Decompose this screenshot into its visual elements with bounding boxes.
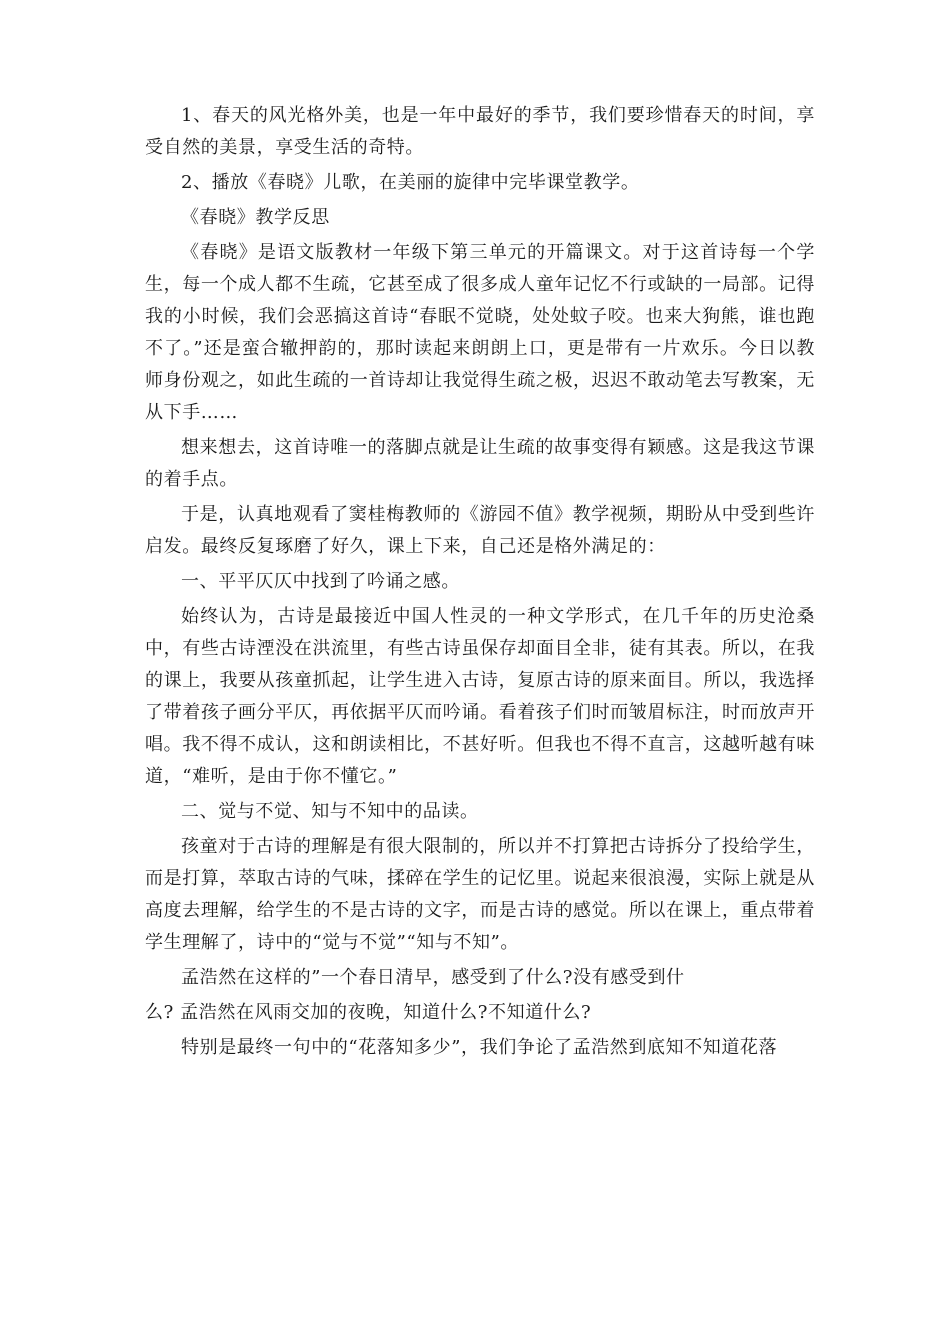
paragraph-intro: 《春晓》是语文版教材一年级下第三单元的开篇课文。对于这首诗每一个学生，每一个成人都不生疏，它甚至成了很多成人童年记忆不行或缺的一局部。记得我的小时候，我们会恶搞这首诗“春眠不觉晓，处处蚊子咬。也来大狗熊，谁也跑不了。”还是蛮合辙押韵的，那时读起来朗朗上口，更是带有一片欢乐。今日以教师身份观之，如此生疏的一首诗却让我觉得生疏之极，迟迟不敢动笔去写教案，无从下手…… bbox=[145, 242, 815, 423]
section-title-reflection: 《春晓》教学反思 bbox=[181, 207, 330, 228]
paragraph-understanding: 孩童对于古诗的理解是有很大限制的，所以并不打算把古诗拆分了投给学生，而是打算，萃取古诗的气味，揉碎在学生的记忆里。说起来很浪漫，实际上就是从高度去理解，给学生的不是古诗的文字，而是古诗的感觉。所以在课上，重点带着学生理解了，诗中的“觉与不觉”“知与不知”。 bbox=[145, 836, 815, 953]
heading-point-two: 二、觉与不觉、知与不知中的品读。 bbox=[181, 801, 479, 822]
paragraph-question-1: 孟浩然在这样的”一个春日清早，感受到了什么?没有感受到什 bbox=[181, 967, 685, 988]
paragraph-last-line: 特别是最终一句中的“花落知多少”，我们争论了孟浩然到底知不知道花落 bbox=[181, 1037, 778, 1058]
heading-point-one: 一、平平仄仄中找到了吟诵之感。 bbox=[181, 571, 460, 592]
paragraph-spring-scenery: 1、春天的风光格外美，也是一年中最好的季节，我们要珍惜春天的时间，享受自然的美景，享受生活的奇特。 bbox=[145, 105, 815, 158]
paragraph-question-2: 么? 孟浩然在风雨交加的夜晚，知道什么?不知道什么? bbox=[145, 1002, 592, 1023]
paragraph-starting-point: 想来想去，这首诗唯一的落脚点就是让生疏的故事变得有颖感。这是我这节课的着手点。 bbox=[145, 437, 815, 490]
document-body bbox=[145, 100, 815, 1067]
paragraph-video: 于是，认真地观看了窦桂梅教师的《游园不值》教学视频，期盼从中受到些许启发。最终反复琢磨了好久，课上下来，自己还是格外满足的： bbox=[145, 504, 815, 557]
paragraph-recitation: 始终认为，古诗是最接近中国人性灵的一种文学形式，在几千年的历史沧桑中，有些古诗湮没在洪流里，有些古诗虽保存却面目全非，徒有其表。所以，在我的课上，我要从孩童抓起，让学生进入古诗，复原古诗的原来面目。所以，我选择了带着孩子画分平仄，再依据平仄而吟诵。看着孩子们时而皱眉标注，时而放声开唱。我不得不成认，这和朗读相比，不甚好听。但我也不得不直言，这越听越有味道，“难听，是由于你不懂它。” bbox=[145, 606, 815, 787]
paragraph-play-song: 2、播放《春晓》儿歌，在美丽的旋律中完毕课堂教学。 bbox=[181, 172, 640, 193]
